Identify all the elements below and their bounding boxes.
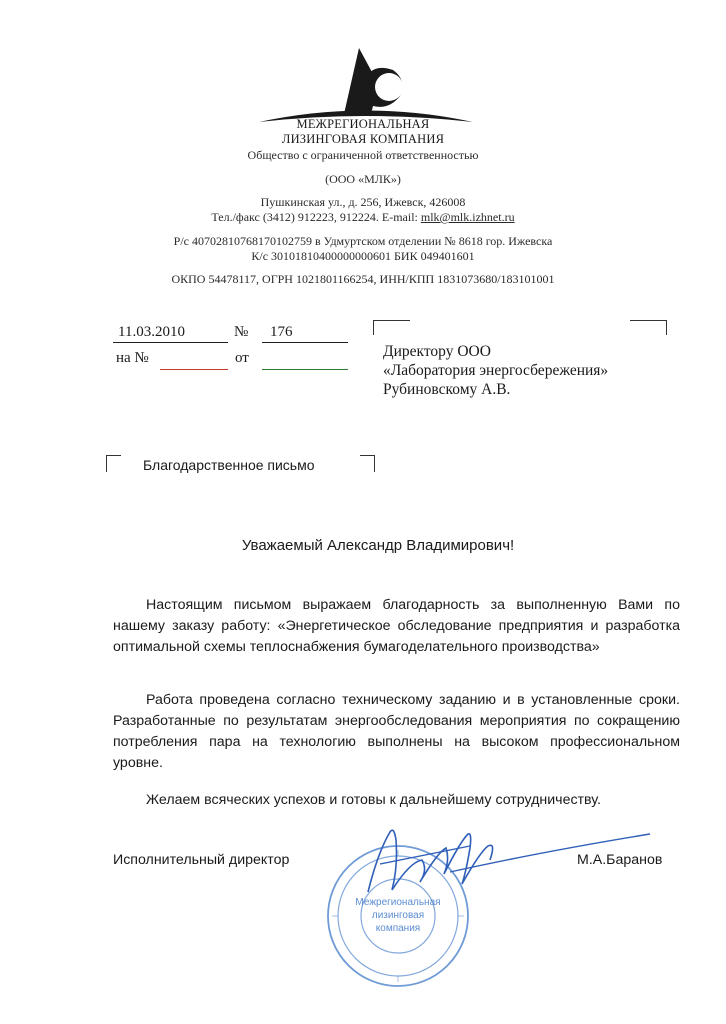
letter-greeting: Уважаемый Александр Владимирович! (241, 537, 515, 554)
from-underline (262, 369, 348, 370)
addressee-bracket-right (630, 320, 667, 335)
stamp-text-2: лизинговая (371, 910, 425, 921)
ref-number-label: на № (116, 350, 149, 366)
body-paragraph-2: Работа проведена согласно техническому заданию и в установленные сроки. Разработанные по результатам энергообследования мероприятия по сокращению потребления пара на технологию выполнены на высоком профессиональном уровне. (113, 692, 680, 771)
phone-fax: Тел./факс (3412) 912223, 912224. E-mail: (211, 210, 421, 224)
addressee-line1: Директору ООО (383, 343, 491, 360)
company-address: Пушкинская ул., д. 256, Ижевск, 426008 (260, 195, 466, 209)
contact-line (0, 210, 726, 225)
signer-name: М.А.Баранов (577, 852, 663, 868)
ref-number-underline (160, 369, 228, 370)
company-name-line1: МЕЖРЕГИОНАЛЬНАЯ (296, 117, 430, 131)
letter-date: 11.03.2010 (118, 324, 185, 340)
addressee-bracket-left (373, 320, 410, 335)
body-paragraph-1: Настоящим письмом выражаем благодарность за выполненную Вами по нашему заказу работу: «Энергетическое обследование предприятия и разработка оптимальной схемы теплоснабжения бумагоделательного производства» (113, 597, 680, 655)
email-link[interactable]: mlk@mlk.izhnet.ru (420, 210, 515, 224)
addressee-line3: Рубиновскому А.В. (383, 381, 511, 398)
date-underline (113, 342, 228, 343)
signer-position: Исполнительный директор (113, 852, 290, 868)
subject-bracket-right (360, 455, 375, 472)
company-logo (255, 44, 477, 124)
stamp-text-3: компания (375, 923, 421, 934)
letter-subject: Благодарственное письмо (143, 457, 315, 473)
stamp-text-1: Межрегиональная (355, 897, 441, 908)
subject-bracket-left (106, 455, 121, 472)
registration-codes: ОКПО 54478117, ОГРН 1021801166254, ИНН/КПП 1831073680/183101001 (171, 272, 555, 286)
letter-number: 176 (270, 324, 293, 340)
bank-details: К/с 30101810400000000601 БИК 049401601 (251, 249, 475, 263)
from-label: от (235, 350, 249, 366)
body-paragraph-3: Желаем всяческих успехов и готовы к дальнейшему сотрудничеству. (146, 792, 601, 808)
company-name-line2: ЛИЗИНГОВАЯ КОМПАНИЯ (281, 132, 445, 146)
legal-form: Общество с ограниченной ответственностью (247, 148, 479, 162)
short-name: (ООО «МЛК») (325, 172, 401, 186)
addressee-line2: «Лаборатория энергосбережения» (383, 362, 609, 379)
bank-account: Р/с 40702810768170102759 в Удмуртском отделении № 8618 гор. Ижевска (173, 234, 553, 248)
number-underline (262, 342, 348, 343)
number-label: № (234, 324, 249, 340)
